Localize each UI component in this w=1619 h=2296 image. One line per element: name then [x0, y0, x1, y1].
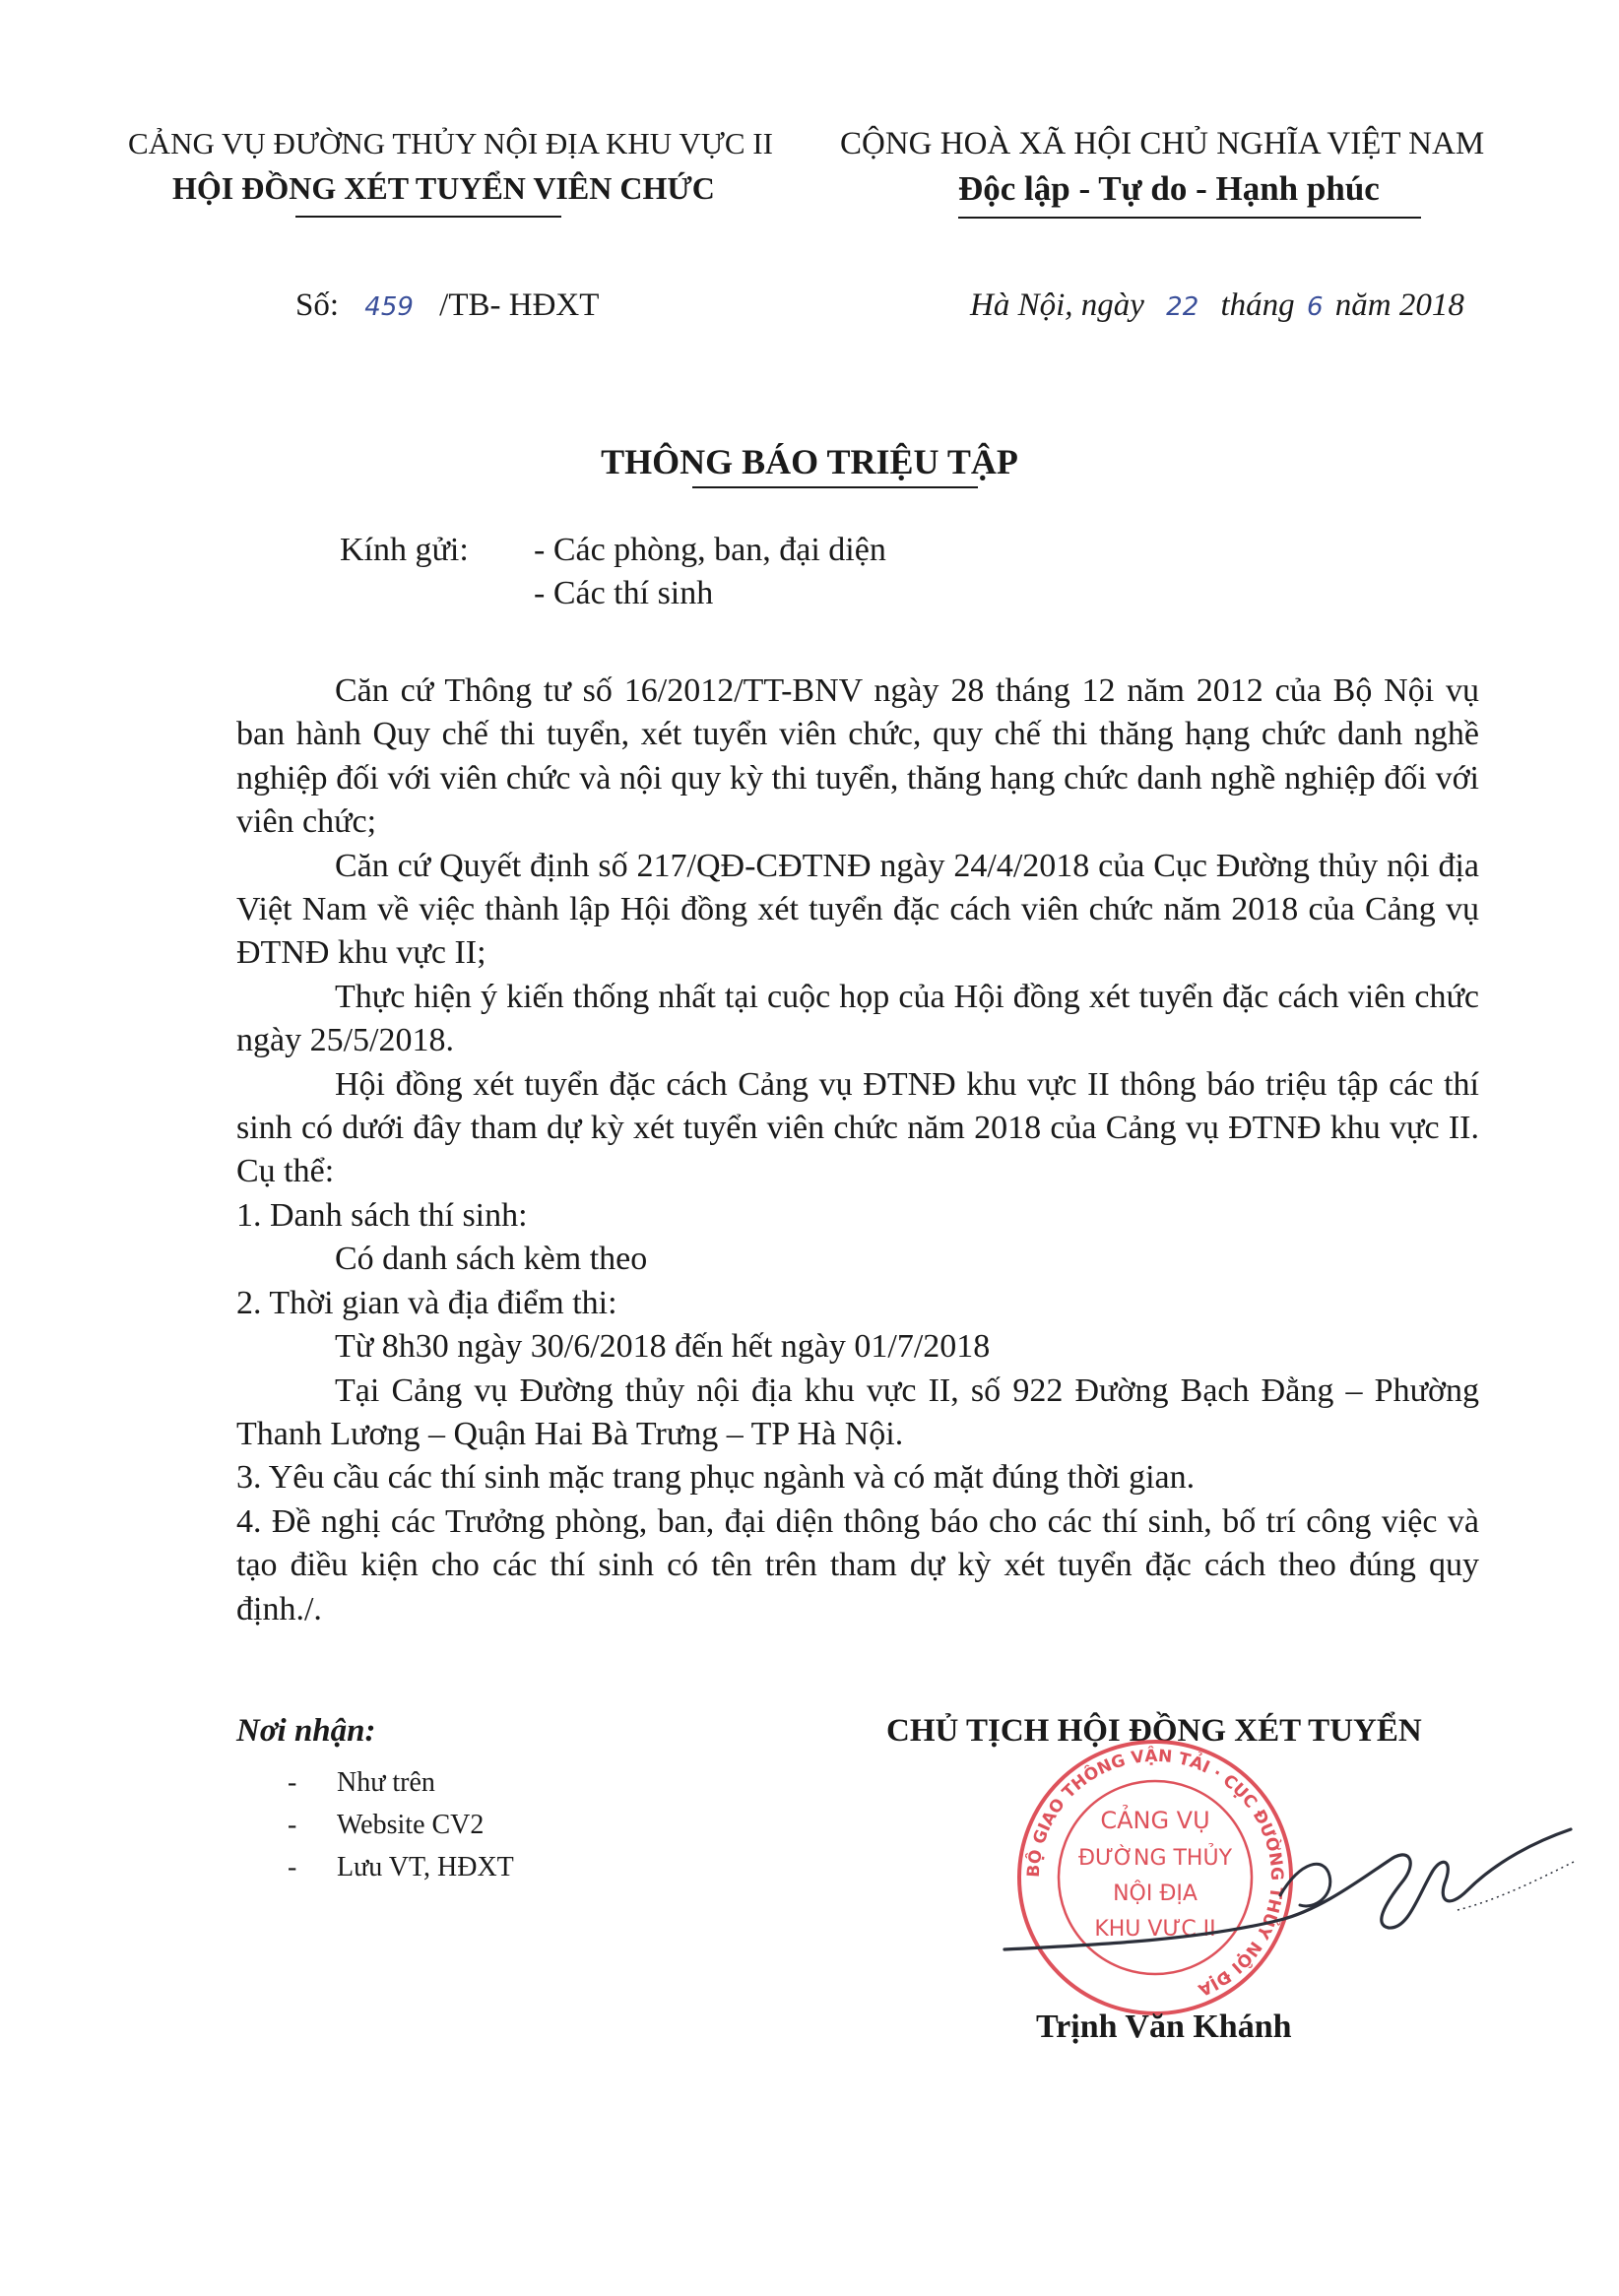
date-place: Hà Nội, ngày: [970, 287, 1144, 323]
section-heading: 3. Yêu cầu các thí sinh mặc trang phục ngành và có mặt đúng thời gian.: [236, 1459, 1196, 1497]
doc-number-handwritten: 459: [364, 292, 414, 322]
document-title: THÔNG BÁO TRIỆU TẬP: [601, 442, 1018, 481]
handwritten-signature-icon: [985, 1802, 1576, 1999]
document-body: [236, 670, 1479, 1631]
signer-name: Trịnh Văn Khánh: [1036, 2009, 1292, 2045]
org-name: CẢNG VỤ ĐƯỜNG THỦY NỘI ĐỊA KHU VỰC II: [128, 126, 773, 160]
section-heading: 2. Thời gian và địa điểm thi:: [236, 1284, 617, 1321]
recipient-item: - Các thí sinh: [534, 575, 714, 611]
distribution-item: Lưu VT, HĐXT: [337, 1852, 514, 1882]
body-paragraph: Căn cứ Thông tư số 16/2012/TT-BNV ngày 28 tháng 12 năm 2012 của Bộ Nội vụ ban hành Quy chế thi tuyển, xét tuyển viên chức, quy chế thi thăng hạng chức danh nghề nghiệp đối với viên chức và nội quy kỳ thi tuyển, thăng hạng chức danh nghề nghiệp đối với viên chức;: [236, 672, 1479, 841]
section-heading: 1. Danh sách thí sinh:: [236, 1196, 528, 1234]
recipient-item: - Các phòng, ban, đại diện: [534, 532, 886, 568]
document-date: [970, 287, 1464, 324]
distribution-dash: -: [288, 1767, 297, 1798]
national-motto: Độc lập - Tự do - Hạnh phúc: [958, 169, 1380, 208]
body-paragraph: Hội đồng xét tuyển đặc cách Cảng vụ ĐTNĐ khu vực II thông báo triệu tập các thí sinh có dưới đây tham dự kỳ xét tuyển viên chức năm 2018 của Cảng vụ ĐTNĐ khu vực II. Cụ thể:: [236, 1065, 1479, 1190]
body-paragraph: Thực hiện ý kiến thống nhất tại cuộc họp của Hội đồng xét tuyển đặc cách viên chức ngày 25/5/2018.: [236, 978, 1479, 1059]
doc-number-prefix: Số:: [295, 287, 340, 323]
section-heading: 4. Đề nghị các Trưởng phòng, ban, đại diện thông báo cho các thí sinh, bố trí công việc và tạo điều kiện cho các thí sinh có tên trên tham dự kỳ xét tuyển đặc cách theo đúng quy định./.: [236, 1502, 1479, 1627]
distribution-item: Website CV2: [337, 1810, 485, 1840]
date-month-label: tháng: [1220, 287, 1295, 323]
seal-inner-line: CẢNG VỤ: [1100, 1807, 1210, 1834]
body-paragraph: Căn cứ Quyết định số 217/QĐ-CĐTNĐ ngày 24/4/2018 của Cục Đường thủy nội địa Việt Nam về việc thành lập Hội đồng xét tuyển đặc cách viên chức năm 2018 của Cảng vụ ĐTNĐ khu vực II;: [236, 847, 1479, 972]
seal-outer-text: BỘ GIAO THÔNG VẬN TẢI · CỤC ĐƯỜNG THỦY NỘI ĐỊA: [1023, 1746, 1287, 2000]
council-underline: [295, 216, 561, 218]
section-detail: Có danh sách kèm theo: [335, 1241, 648, 1278]
seal-inner-line: ĐƯỜNG THỦY: [1077, 1846, 1233, 1871]
document-number: [295, 287, 599, 324]
signer-position: CHỦ TỊCH HỘI ĐỒNG XÉT TUYỂN: [886, 1713, 1422, 1749]
distribution-label: Nơi nhận:: [236, 1713, 376, 1749]
title-underline: [692, 486, 978, 488]
national-title: CỘNG HOÀ XÃ HỘI CHỦ NGHĨA VIỆT NAM: [840, 126, 1485, 161]
section-detail: Tại Cảng vụ Đường thủy nội địa khu vực II, số 922 Đường Bạch Đằng – Phường Thanh Lương – Quận Hai Bà Trưng – TP Hà Nội.: [236, 1371, 1479, 1452]
seal-inner-line: NỘI ĐỊA: [1113, 1881, 1198, 1906]
seal-inner-line: KHU VỰC II: [1094, 1917, 1216, 1942]
council-name: HỘI ĐỒNG XÉT TUYỂN VIÊN CHỨC: [172, 170, 715, 206]
distribution-dash: -: [288, 1810, 297, 1840]
section-detail: Từ 8h30 ngày 30/6/2018 đến hết ngày 01/7/2018: [335, 1328, 991, 1366]
date-year: năm 2018: [1334, 287, 1464, 323]
distribution-dash: -: [288, 1852, 297, 1882]
distribution-item: Như trên: [337, 1767, 435, 1798]
date-day-handwritten: 22: [1166, 292, 1199, 322]
motto-underline: [958, 217, 1421, 219]
date-month-handwritten: 6: [1306, 292, 1324, 322]
doc-number-suffix: /TB- HĐXT: [439, 287, 600, 323]
recipients-label: Kính gửi:: [340, 532, 469, 568]
